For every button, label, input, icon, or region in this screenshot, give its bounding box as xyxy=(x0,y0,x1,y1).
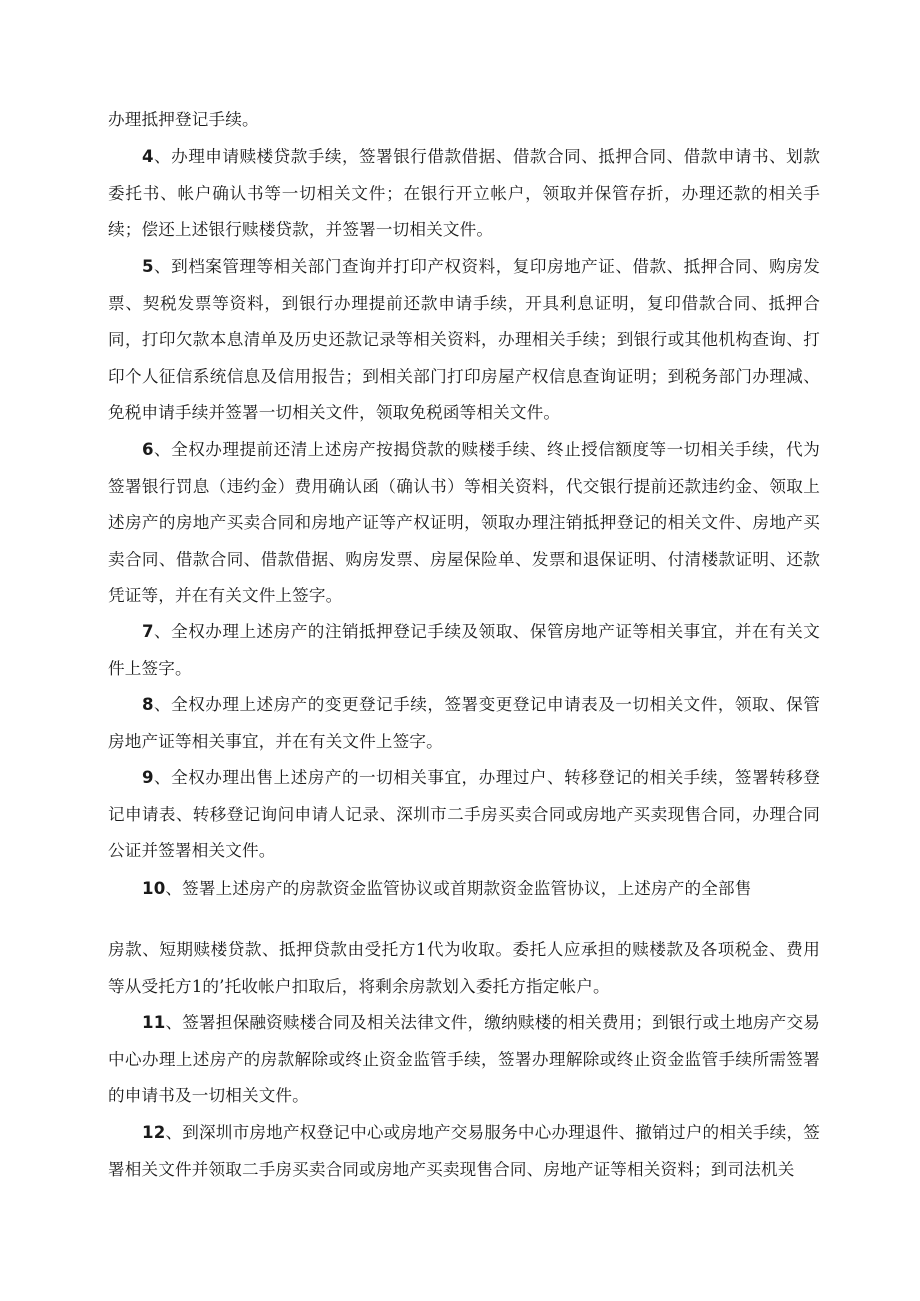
item-number: 10 xyxy=(142,879,166,898)
paragraph-text: 、到深圳市房地产权登记中心或房地产交易服务中心办理退件、撤销过户的相关手续，签署相关文件并领取二手房买卖合同或房地产买卖现售合同、房地产证等相关资料；到司法机关 xyxy=(108,1123,820,1179)
item-number: 11 xyxy=(142,1013,166,1032)
item-number: 8 xyxy=(142,695,154,714)
paragraph-item-8 xyxy=(108,687,820,760)
paragraph-item-7 xyxy=(108,614,820,687)
paragraph-item-10 xyxy=(108,871,820,908)
paragraph-text: 、到档案管理等相关部门查询并打印产权资料，复印房地产证、借款、抵押合同、购房发票、契税发票等资料，到银行办理提前还款申请手续，开具利息证明，复印借款合同、抵押合同，打印欠款本息清单及历史还款记录等相关资料，办理相关手续；到银行或其他机构查询、打印个人征信系统信息及信用报告；到相关部门打印房屋产权信息查询证明；到税务部门办理减、免税申请手续并签署一切相关文件，领取免税函等相关文件。 xyxy=(108,257,820,423)
item-number: 4 xyxy=(142,147,154,166)
item-number: 5 xyxy=(142,257,154,276)
paragraph-text: 、签署上述房产的房款资金监管协议或首期款资金监管协议，上述房产的全部售 xyxy=(165,879,752,898)
item-number: 12 xyxy=(142,1123,166,1142)
paragraph-text: 、全权办理提前还清上述房产按揭贷款的赎楼手续、终止授信额度等一切相关手续，代为签署银行罚息（违约金）费用确认函（确认书）等相关资料，代交银行提前还款违约金、领取上述房产的房地产买卖合同和房地产证等产权证明，领取办理注销抵押登记的相关文件、房地产买卖合同、借款合同、借款借据、购房发票、房屋保险单、发票和退保证明、付清楼款证明、还款凭证等，并在有关文件上签字。 xyxy=(108,440,820,606)
paragraph-text: 、签署担保融资赎楼合同及相关法律文件，缴纳赎楼的相关费用；到银行或土地房产交易中心办理上述房产的房款解除或终止资金监管手续，签署办理解除或终止资金监管手续所需签署的申请书及一切相关文件。 xyxy=(108,1013,820,1106)
paragraph-text: 、全权办理出售上述房产的一切相关事宜，办理过户、转移登记的相关手续，签署转移登记申请表、转移登记询问申请人记录、深圳市二手房买卖合同或房地产买卖现售合同，办理合同公证并签署相关文件。 xyxy=(108,768,820,861)
item-number: 9 xyxy=(142,768,154,787)
paragraph-item-11 xyxy=(108,1005,820,1115)
paragraph-text: 、全权办理上述房产的变更登记手续，签署变更登记申请表及一切相关文件，领取、保管房地产证等相关事宜，并在有关文件上签字。 xyxy=(108,695,820,751)
paragraph-item-10-continuation xyxy=(108,932,820,1005)
paragraph-item-6 xyxy=(108,432,820,615)
paragraph-text: 办理抵押登记手续。 xyxy=(108,110,259,129)
paragraph-continuation xyxy=(108,102,820,139)
paragraph-item-9 xyxy=(108,760,820,870)
paragraph-text: 房款、短期赎楼贷款、抵押贷款由受托方1代为收取。委托人应承担的赎楼款及各项税金、费用等从受托方1的’托收帐户扣取后，将剩余房款划入委托方指定帐户。 xyxy=(108,940,820,996)
item-number: 7 xyxy=(142,622,154,641)
paragraph-text: 、办理申请赎楼贷款手续，签署银行借款借据、借款合同、抵押合同、借款申请书、划款委托书、帐户确认书等一切相关文件；在银行开立帐户，领取并保管存折，办理还款的相关手续；偿还上述银行赎楼贷款，并签署一切相关文件。 xyxy=(108,147,820,240)
paragraph-item-5 xyxy=(108,249,820,432)
paragraph-item-4 xyxy=(108,139,820,249)
paragraph-text: 、全权办理上述房产的注销抵押登记手续及领取、保管房地产证等相关事宜，并在有关文件上签字。 xyxy=(108,622,820,678)
item-number: 6 xyxy=(142,440,154,459)
paragraph-item-12 xyxy=(108,1115,820,1188)
